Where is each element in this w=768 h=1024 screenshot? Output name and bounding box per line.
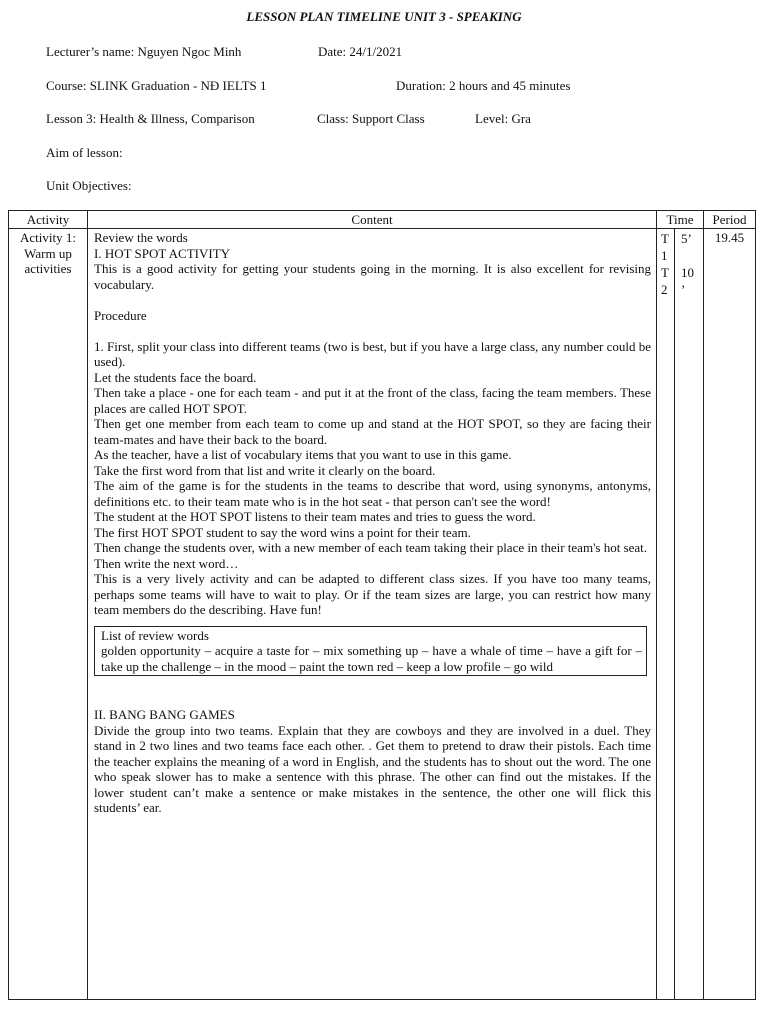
- activity-cell: Activity 1: Warm up activities: [9, 229, 88, 1000]
- time-code-cell: T 1 T 2: [657, 229, 675, 1000]
- procedure-step: Then take a place - one for each team - and put it at the front of the class, facing the team members. These places are called HOT SPOT.: [94, 385, 651, 416]
- document-title: LESSON PLAN TIMELINE UNIT 3 - SPEAKING: [246, 9, 522, 24]
- table-header-row: [9, 211, 756, 229]
- bang-bang-description: Divide the group into two teams. Explain that they are cowboys and they are involved in a duel. They stand in 2 two lines and two teams face each other. . Get them to pretend to draw their pistols. Each time the teacher explains the meaning of a word in English, and the students has to shout out the word. The one who speak slower has to make a sentence with this phrase. The other can find out the mistakes. If the lower student can’t make a sentence or make mistakes in the sentence, the other one will flick this students’ ear.: [94, 722, 651, 815]
- lesson-date: Date: 24/1/2021: [318, 44, 403, 59]
- review-words-list: golden opportunity – acquire a taste for – mix something up – have a whale of time – have a gift for – take up the challenge – in the mood – paint the town red – keep a low profile – go wild: [101, 643, 642, 674]
- procedure-step: Then get one member from each team to come up and stand at the HOT SPOT, so they are facing their team-mates and have their back to the board.: [94, 416, 651, 447]
- procedure-step: Then write the next word…: [94, 555, 239, 571]
- review-words-box: [94, 626, 647, 677]
- lesson-level: Level: Gra: [475, 111, 531, 126]
- procedure-step: 1. First, split your class into different teams (two is best, but if you have a large class, any number could be used).: [94, 338, 651, 369]
- table-row: [9, 229, 756, 1000]
- hot-spot-title: I. HOT SPOT ACTIVITY: [94, 245, 231, 261]
- header-time: Time: [657, 211, 704, 229]
- content-intro: Review the words: [94, 230, 188, 245]
- procedure-step: The student at the HOT SPOT listens to their team mates and tries to guess the word.: [94, 509, 536, 524]
- lesson-name: Lesson 3: Health & Illness, Comparison: [46, 111, 255, 126]
- lecturer-name: Lecturer’s name: Nguyen Ngoc Minh: [46, 44, 242, 59]
- hot-spot-description: This is a good activity for getting your students going in the morning. It is also excellent for revising vocabulary.: [94, 261, 651, 292]
- lesson-duration: Duration: 2 hours and 45 minutes: [396, 78, 571, 93]
- course-name: Course: SLINK Graduation - NĐ IELTS 1: [46, 78, 267, 93]
- time-minutes-cell: 5’ 10 ’: [675, 229, 704, 1000]
- review-words-title: List of review words: [101, 627, 209, 643]
- period-cell: 19.45: [704, 229, 756, 1000]
- procedure-step: Then change the students over, with a new member of each team taking their place in their team's hot seat.: [94, 540, 648, 555]
- header-activity: Activity: [9, 211, 88, 229]
- procedure-step: Take the first word from that list and write it clearly on the board.: [94, 462, 436, 478]
- header-content: Content: [88, 211, 657, 229]
- lesson-plan-table: [8, 210, 756, 1000]
- bang-bang-title: II. BANG BANG GAMES: [94, 707, 235, 722]
- procedure-step: As the teacher, have a list of vocabulary items that you want to use in this game.: [94, 447, 512, 462]
- procedure-label: Procedure: [94, 307, 147, 323]
- content-cell: [88, 229, 657, 1000]
- header-period: Period: [704, 211, 756, 229]
- class-name: Class: Support Class: [317, 111, 425, 126]
- procedure-step: Let the students face the board.: [94, 369, 257, 385]
- procedure-step: This is a very lively activity and can be adapted to different class sizes. If you have too many teams, perhaps some teams will have to wait to play. Or if the team sizes are large, you can restrict how many team members do the describing. Have fun!: [94, 571, 651, 617]
- procedure-step: The aim of the game is for the students in the teams to describe that word, using synonyms, antonyms, definitions etc. to their team mate who is in the hot seat - that person can't see the word!: [94, 478, 651, 509]
- procedure-step: The first HOT SPOT student to say the word wins a point for their team.: [94, 524, 471, 540]
